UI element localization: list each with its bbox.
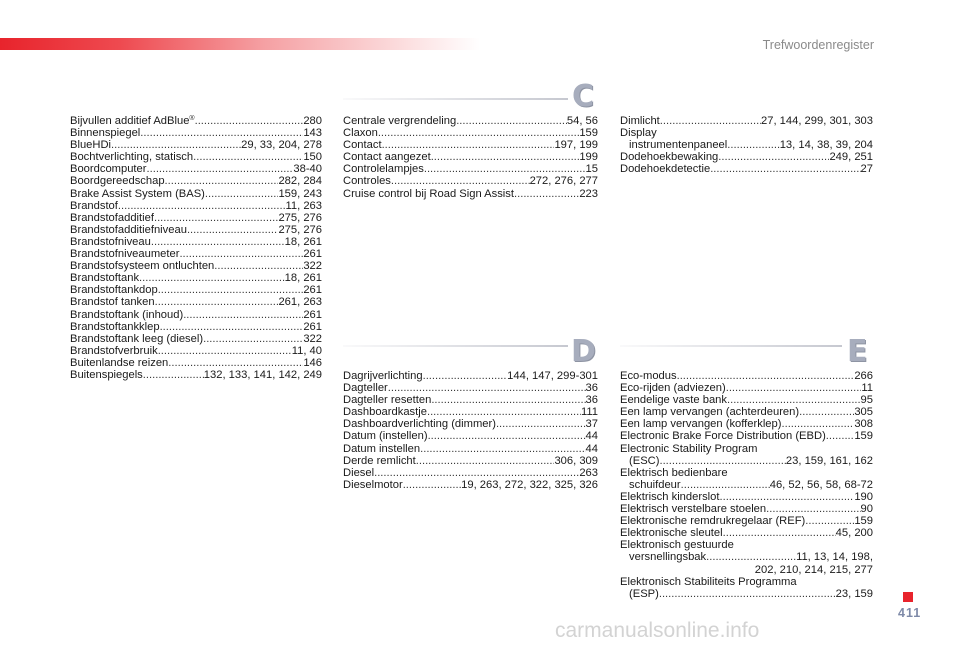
index-entry: Boordcomputer ..... 38-40 — [70, 163, 322, 175]
index-entry: Brandstoftank ..... 18, 261 — [70, 272, 322, 284]
index-entry: Dagteller resetten ..... 36 — [343, 394, 598, 406]
index-entry: Dodehoekdetectie ..... 27 — [620, 163, 873, 175]
index-entry: Elektrisch kinderslot ..... 190 — [620, 491, 873, 503]
index-entry-heading: Display — [620, 127, 657, 140]
index-entry: Brandstoftankklep ..... 261 — [70, 321, 322, 333]
index-column-d — [343, 370, 598, 491]
index-subentry: (ESP) ..... 23, 159 — [620, 588, 873, 600]
index-entry: BlueHDi ..... 29, 33, 204, 278 — [70, 139, 322, 151]
index-entry: Brandstofadditief ..... 275, 276 — [70, 212, 322, 224]
index-entry: Bochtverlichting, statisch ..... 150 — [70, 151, 322, 163]
index-entry: Binnenspiegel ..... 143 — [70, 127, 322, 139]
index-entry: Brandstoftank leeg (diesel) ..... 322 — [70, 333, 322, 345]
index-entry: Diesel ..... 263 — [343, 467, 598, 479]
index-entry: Brandstofadditiefniveau ..... 275, 276 — [70, 224, 322, 236]
index-entry: Dagteller ..... 36 — [343, 382, 598, 394]
page-marker-square — [903, 592, 913, 602]
index-entry: Brandstoftankdop ..... 261 — [70, 284, 322, 296]
index-entry: Dodehoekbewaking ..... 249, 251 — [620, 151, 873, 163]
index-entry: Brake Assist System (BAS) ..... 159, 243 — [70, 188, 322, 200]
index-entry: Cruise control bij Road Sign Assist ..... 223 — [343, 188, 598, 200]
watermark-text: carmanualsonline.info — [555, 619, 760, 642]
index-entry: Brandstofniveau ..... 18, 261 — [70, 236, 322, 248]
index-entry: Contact aangezet ..... 199 — [343, 151, 598, 163]
index-entry: Brandstofsysteem ontluchten ..... 322 — [70, 260, 322, 272]
index-entry-heading: Elektronisch gestuurde — [620, 539, 734, 552]
index-entry: Elektrisch verstelbare stoelen ..... 90 — [620, 503, 873, 515]
index-entry: Brandstof ..... 11, 263 — [70, 200, 322, 212]
section-e-divider — [620, 345, 842, 347]
index-column-b — [70, 115, 322, 381]
index-entry: Dimlicht ..... 27, 144, 299, 301, 303 — [620, 115, 873, 127]
index-entry: Buitenlandse reizen ..... 146 — [70, 357, 322, 369]
index-subentry: schuifdeur ..... 46, 52, 56, 58, 68-72 — [620, 479, 873, 491]
index-entry: Dieselmotor ..... 19, 263, 272, 322, 325, 326 — [343, 479, 598, 491]
index-subentry: (ESC) ..... 23, 159, 161, 162 — [620, 455, 873, 467]
index-entry: Centrale vergrendeling ..... 54, 56 — [343, 115, 598, 127]
index-entry: Brandstofniveaumeter ..... 261 — [70, 248, 322, 260]
index-entry: Elektronische remdrukregelaar (REF) ..... 159 — [620, 515, 873, 527]
index-entry: Buitenspiegels ..... 132, 133, 141, 142, 249 — [70, 369, 322, 381]
index-entry: Dashboardverlichting (dimmer) ..... 37 — [343, 418, 598, 430]
index-subentry: versnellingsbak ..... 11, 13, 14, 198, — [620, 551, 873, 563]
section-e-letter: E — [847, 334, 868, 369]
index-entry: Bijvullen additief AdBlue® ..... 280 — [70, 115, 322, 127]
index-entry-heading: Electronic Stability Program — [620, 442, 758, 455]
index-entry: Elektronische sleutel ..... 45, 200 — [620, 527, 873, 539]
page-header-title: Trefwoordenregister — [762, 38, 874, 52]
index-entry: Eco-rijden (adviezen) ..... 11 — [620, 382, 873, 394]
page-number: 411 — [898, 606, 922, 620]
index-column-c — [343, 115, 598, 200]
index-entry: Derde remlicht ..... 306, 309 — [343, 455, 598, 467]
section-d-divider — [343, 345, 568, 347]
index-entry: Boordgereedschap ..... 282, 284 — [70, 175, 322, 187]
section-d-letter: D — [571, 334, 596, 369]
index-entry: Brandstoftank (inhoud) ..... 261 — [70, 309, 322, 321]
index-entry: Electronic Brake Force Distribution (EBD) ..... 159 — [620, 430, 873, 442]
index-entry: Claxon ..... 159 — [343, 127, 598, 139]
index-column-d-continued — [620, 115, 873, 175]
index-entry: Een lamp vervangen (kofferklep) ..... 308 — [620, 418, 873, 430]
index-entry: Datum instellen ..... 44 — [343, 443, 598, 455]
index-entry-heading: Elektrisch bedienbare — [620, 466, 728, 479]
index-entry: Eendelige vaste bank ..... 95 — [620, 394, 873, 406]
index-entry: Contact ..... 197, 199 — [343, 139, 598, 151]
section-c-letter: C — [572, 79, 595, 114]
section-c-divider — [343, 98, 568, 100]
header-accent-bar — [0, 38, 480, 50]
index-entry: Controles ..... 272, 276, 277 — [343, 175, 598, 187]
index-entry: Eco-modus ..... 266 — [620, 370, 873, 382]
index-entry-heading: Elektronisch Stabiliteits Programma — [620, 575, 797, 588]
index-entry: Een lamp vervangen (achterdeuren) ..... 305 — [620, 406, 873, 418]
index-entry: Controlelampjes ..... 15 — [343, 163, 598, 175]
index-entry: Dagrijverlichting ..... 144, 147, 299-301 — [343, 370, 598, 382]
index-entry: Brandstofverbruik ..... 11, 40 — [70, 345, 322, 357]
index-subentry-continuation: 202, 210, 214, 215, 277 — [754, 563, 873, 576]
index-subentry: instrumentenpaneel ..... 13, 14, 38, 39, 204 — [620, 139, 873, 151]
index-entry: Datum (instellen) ..... 44 — [343, 430, 598, 442]
index-entry: Brandstof tanken ..... 261, 263 — [70, 296, 322, 308]
index-column-e — [620, 370, 873, 600]
index-entry: Dashboardkastje ..... 111 — [343, 406, 598, 418]
